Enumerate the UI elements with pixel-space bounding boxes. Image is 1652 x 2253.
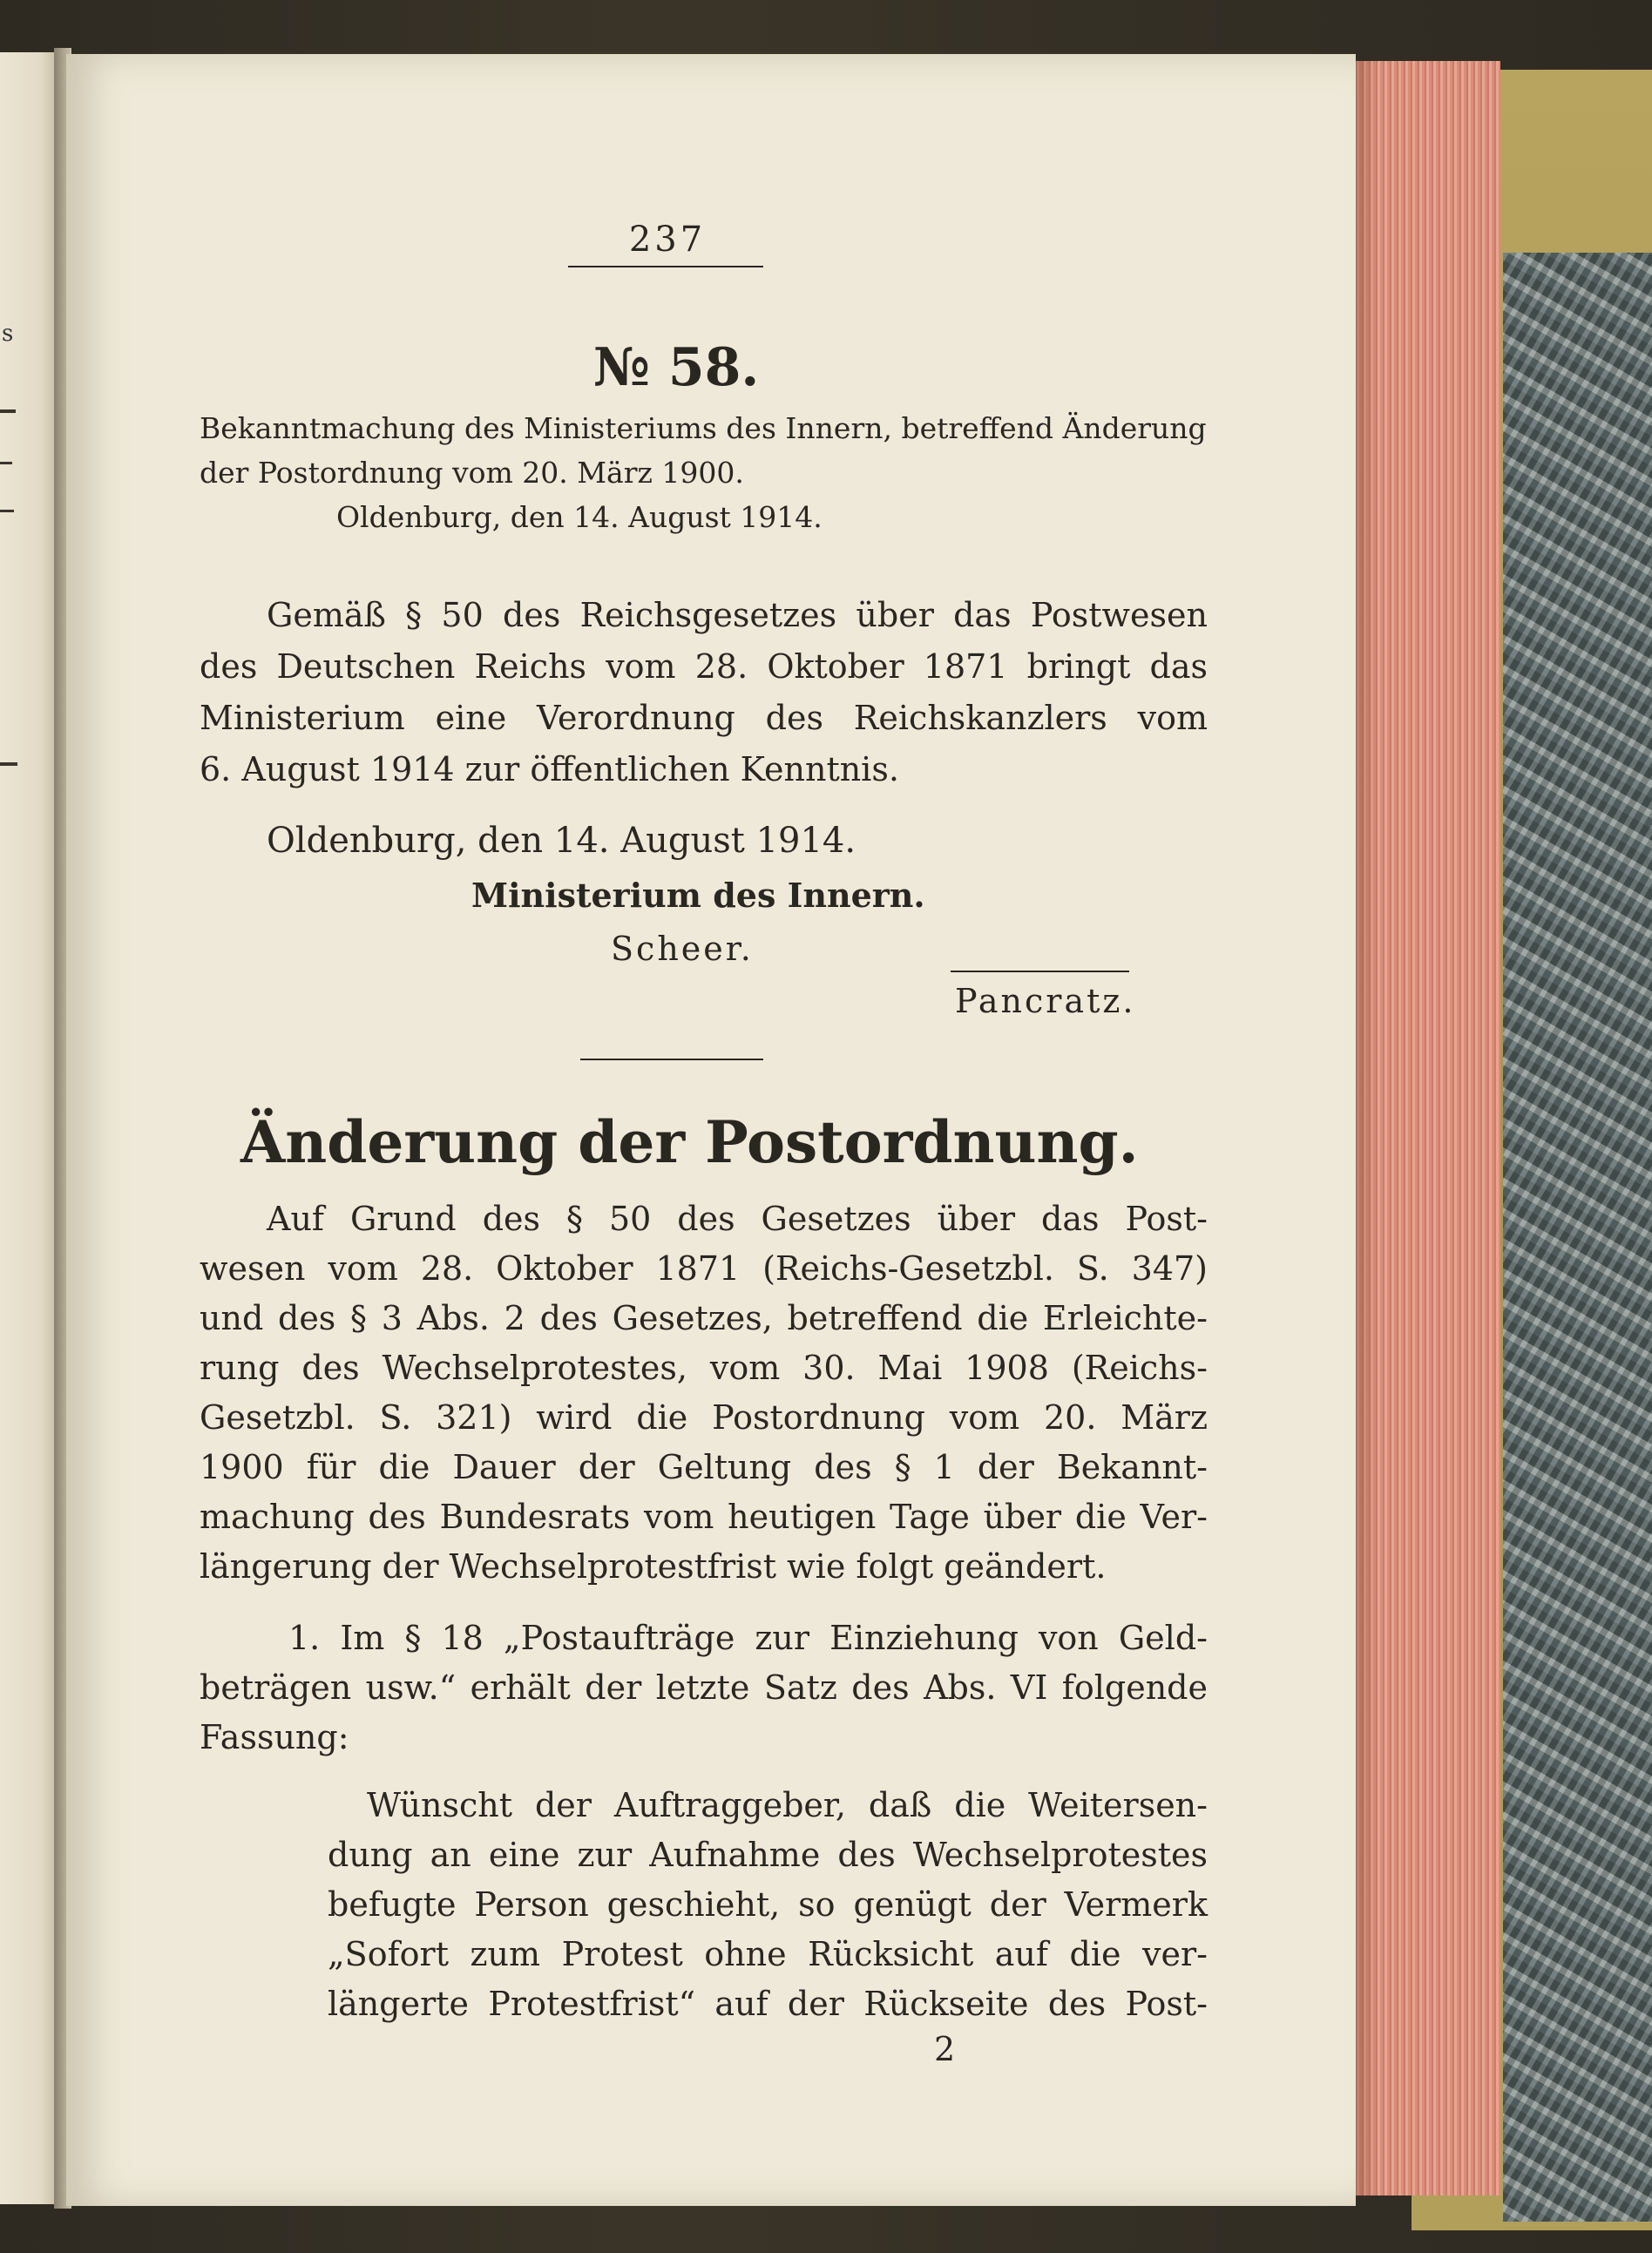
document-number: № 58. (592, 337, 760, 398)
left-page-glyph: s (2, 321, 14, 347)
ordinance-line: machung des Bundesrats vom heutigen Tage über die Ver- (200, 1498, 1208, 1536)
quote-line: Wünscht der Auftraggeber, daß die Weitersen- (367, 1786, 1208, 1824)
page-edges-shadow (1352, 61, 1378, 2195)
item1-line: beträgen usw.“ erhält der letzte Satz des Abs. VI folgende (200, 1668, 1208, 1707)
signer-scheer: Scheer. (611, 930, 754, 968)
announcement-date: Oldenburg, den 14. August 1914. (336, 500, 823, 534)
ordinance-line: Auf Grund des § 50 des Gesetzes über das Post- (267, 1200, 1208, 1238)
ordinance-line: wesen vom 28. Oktober 1871 (Reichs-Gesetzbl. S. 347) (200, 1249, 1208, 1288)
quote-line: dung an eine zur Aufnahme des Wechselprotestes (328, 1836, 1208, 1874)
announcement-line: der Postordnung vom 20. März 1900. (200, 456, 744, 490)
ordinance-line: und des § 3 Abs. 2 des Gesetzes, betreffend die Erleichte- (200, 1299, 1208, 1337)
ordinance-line: längerung der Wechselprotestfrist wie folgt geändert. (200, 1547, 1107, 1586)
place-date: Oldenburg, den 14. August 1914. (267, 821, 856, 861)
ordinance-line: Gesetzbl. S. 321) wird die Postordnung vom 20. März (200, 1398, 1208, 1437)
page-number: 237 (628, 220, 707, 260)
book-page (66, 54, 1356, 2206)
ordinance-line: rung des Wechselprotestes, vom 30. Mai 1908 (Reichs- (200, 1349, 1208, 1387)
quote-line: „Sofort zum Protest ohne Rücksicht auf die ver- (328, 1935, 1208, 1973)
ordinance-line: 1900 für die Dauer der Geltung des § 1 der Bekannt- (200, 1448, 1208, 1486)
intro-line: des Deutschen Reichs vom 28. Oktober 1871 bringt das (200, 647, 1208, 686)
left-page-mark (0, 762, 17, 766)
quote-line: längerte Protestfrist“ auf der Rückseite des Post- (328, 1985, 1208, 2023)
ministry-signature: Ministerium des Innern. (471, 876, 925, 915)
announcement-line: Bekanntmachung des Ministeriums des Innern, betreffend Änderung (200, 411, 1207, 445)
intro-line: Gemäß § 50 des Reichsgesetzes über das Postwesen (267, 596, 1208, 634)
left-page-mark (0, 462, 12, 464)
left-page-mark (0, 510, 14, 512)
intro-line: Ministerium eine Verordnung des Reichskanzlers vom (200, 699, 1208, 737)
section-separator (580, 1059, 763, 1060)
signer-pancratz: Pancratz. (955, 982, 1136, 1020)
left-page-mark (0, 409, 16, 413)
section-title: Änderung der Postordnung. (240, 1108, 1139, 1176)
signer-rule (951, 971, 1129, 972)
marbled-board (1503, 253, 1652, 2222)
item1-line: Fassung: (200, 1718, 349, 1756)
intro-line: 6. August 1914 zur öffentlichen Kenntnis. (200, 750, 899, 788)
left-facing-page (0, 52, 58, 2204)
item1-line: 1. Im § 18 „Postaufträge zur Einziehung von Geld- (288, 1619, 1208, 1657)
quote-line: befugte Person geschieht, so genügt der Vermerk (328, 1885, 1208, 1924)
page-number-rule (568, 266, 763, 267)
signature-mark: 2 (934, 2030, 956, 2068)
